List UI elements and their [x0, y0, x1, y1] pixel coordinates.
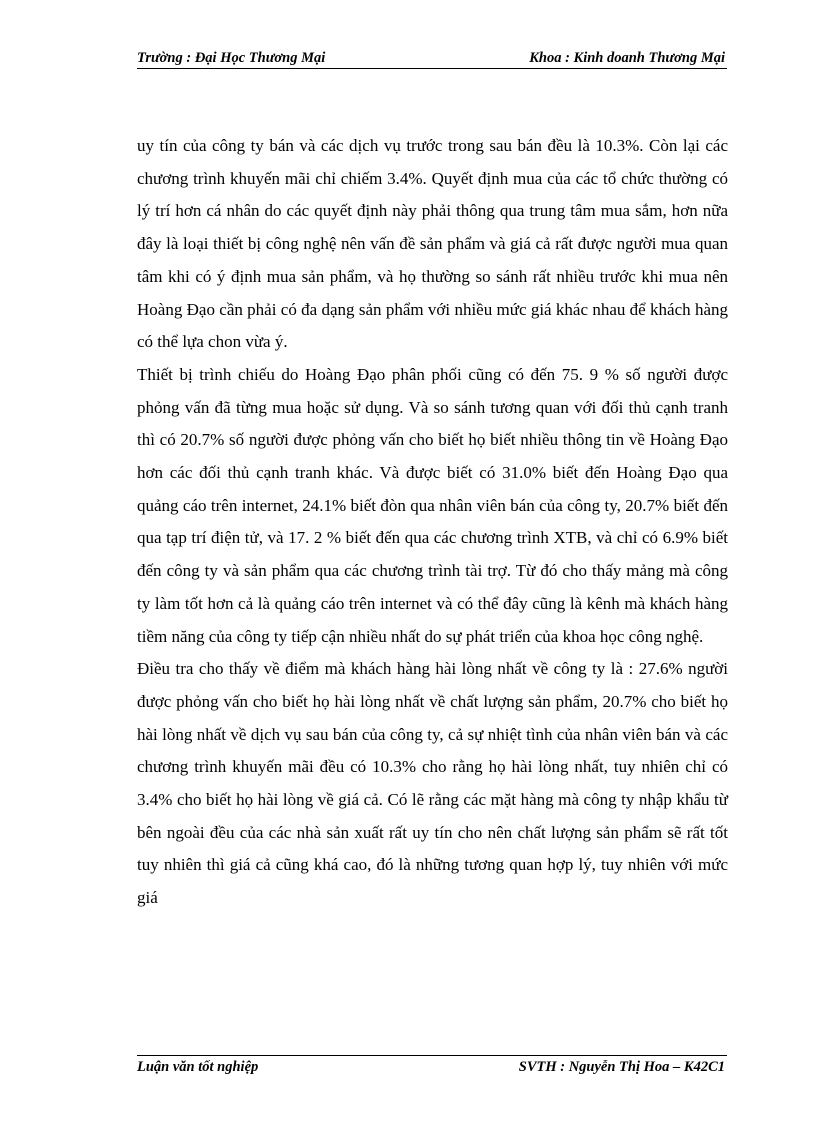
main-text — [137, 130, 728, 915]
paragraph: Điều tra cho thấy về điểm mà khách hàng hài lòng nhất về công ty là : 27.6% người được phỏng vấn cho biết họ hài lòng nhất về chất lượng sản phẩm, 20.7% cho biết họ hài lòng nhất về dịch vụ sau bán của công ty, cả sự nhiệt tình của nhân viên bán và các chương trình khuyến mãi đều có 10.3% cho rằng họ hài lòng nhất, tuy nhiên chỉ có 3.4% cho biết họ hài lòng về giá cả. Có lẽ rằng các mặt hàng mà công ty nhập khẩu từ bên ngoài đều của các nhà sản xuất rất uy tín cho nên chất lượng sản phẩm sẽ rất tốt tuy nhiên thì giá cả cũng khá cao, đó là những tương quan hợp lý, tuy nhiên với mức giá — [137, 659, 728, 908]
page-footer — [137, 1055, 727, 1076]
footer-thesis-label: Luận văn tốt nghiệp — [137, 1059, 259, 1075]
paragraph: Thiết bị trình chiếu do Hoàng Đạo phân phối cũng có đến 75. 9 % số người được phỏng vấn đã từng mua hoặc sử dụng. Và so sánh tương quan với đối thủ cạnh tranh thì có 20.7% số người được phỏng vấn cho biết họ biết nhiều thông tin về Hoàng Đạo hơn các đối thủ cạnh tranh khác. Và được biết có 31.0% biết đến Hoàng Đạo qua quảng cáo trên internet, 24.1% biết đòn qua nhân viên bán của công ty, 20.7% biết đến qua tạp trí điện tử, và 17. 2 % biết đến qua các chương trình XTB, và chỉ có 6.9% biết đến công ty và sản phẩm qua các chương trình tài trợ. Từ đó cho thấy mảng mà công ty làm tốt hơn cả là quảng cáo trên internet và có thể đây cũng là kênh mà khách hàng tiềm năng của công ty tiếp cận nhiều nhất do sự phát triển của khoa học công nghệ. — [137, 364, 728, 646]
footer-student: SVTH : Nguyễn Thị Hoa – K42C1 — [518, 1059, 725, 1075]
page-header — [137, 48, 727, 69]
paragraph: uy tín của công ty bán và các dịch vụ trước trong sau bán đều là 10.3%. Còn lại các chương trình khuyến mãi chỉ chiếm 3.4%. Quyết định mua của các tổ chức thường có lý trí hơn cá nhân do các quyết định này phải thông qua trung tâm mua sắm, hơn nữa đây là loại thiết bị công nghệ nên vấn đề sản phẩm và giá cả rất được người mua quan tâm khi có ý định mua sản phẩm, và họ thường so sánh rất nhiều trước khi mua nên Hoàng Đạo cần phải có đa dạng sản phẩm với nhiều mức giá khác nhau để khách hàng có thể lựa chon vừa ý. — [137, 136, 728, 352]
header-faculty: Khoa : Kinh doanh Thương Mại — [529, 50, 725, 66]
header-school: Trường : Đại Học Thương Mại — [137, 50, 326, 66]
